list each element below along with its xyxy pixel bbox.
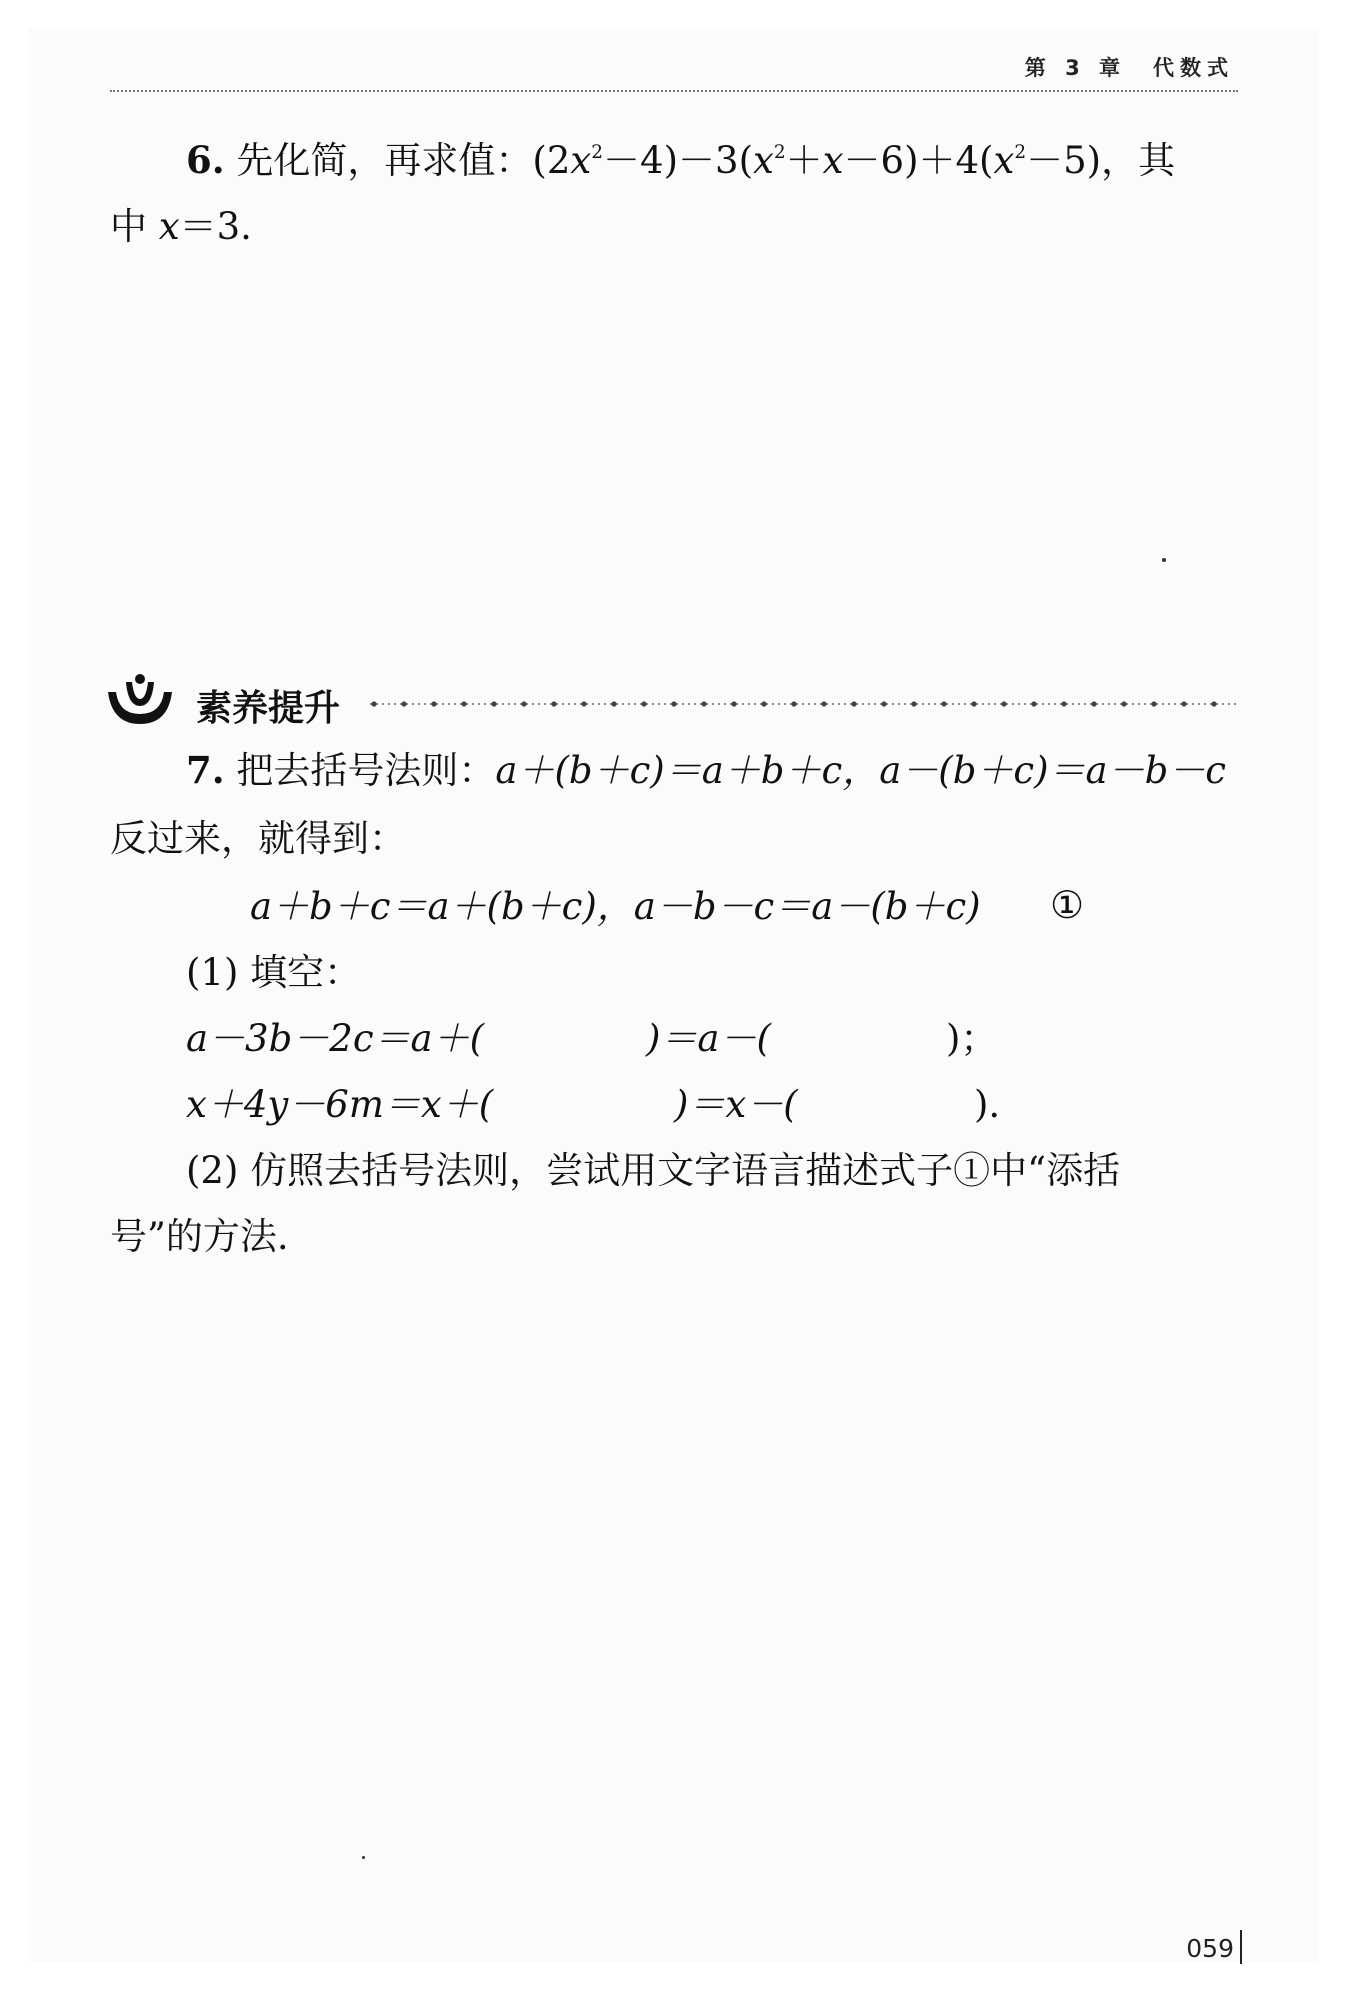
expression-part: －4)－3( <box>603 139 753 182</box>
rule-dot <box>371 701 376 706</box>
fill-line-2-right: ). <box>974 1083 1001 1126</box>
variable: x <box>158 205 180 248</box>
exponent: 2 <box>773 142 786 164</box>
rule-dot <box>761 701 766 706</box>
rule-dot <box>521 701 526 706</box>
expression-part: (2 <box>532 139 571 182</box>
section-title: 素养提升 <box>196 688 341 729</box>
variable: x <box>822 139 844 182</box>
rule-dot <box>1121 701 1126 706</box>
rule-dot <box>911 701 916 706</box>
rule-dot <box>1151 701 1156 706</box>
question-6-line-1 <box>186 138 1176 182</box>
fill-line-2-left: x＋4y－6m＝x＋( <box>186 1083 494 1126</box>
rule-dot <box>461 701 466 706</box>
fill-line-1-left: a－3b－2c＝a＋( <box>186 1017 485 1060</box>
rule-dot <box>821 701 826 706</box>
page-number: 059 <box>1186 1934 1234 1963</box>
rule-dot <box>971 701 976 706</box>
question-7-line-2: 反过来，就得到： <box>110 817 406 860</box>
rule-dot <box>701 701 706 706</box>
text-part: ＝3. <box>179 205 252 248</box>
rule-dot <box>581 701 586 706</box>
rule-dot <box>791 701 796 706</box>
page-sheet <box>28 28 1318 1962</box>
question-intro: 把去括号法则： <box>236 749 496 792</box>
variable: x <box>993 139 1015 182</box>
section-dotted-rule <box>370 700 1236 708</box>
rule-dot <box>941 701 946 706</box>
rule-dot <box>401 701 406 706</box>
variable: x <box>570 139 592 182</box>
rule-dot <box>1001 701 1006 706</box>
print-speck <box>1162 558 1166 562</box>
question-6-line-2 <box>110 205 252 248</box>
rule-dot <box>731 701 736 706</box>
question-number: 6. <box>186 138 225 182</box>
equation-marker: ① <box>1050 883 1085 927</box>
rule-dot <box>1031 701 1036 706</box>
rule-dot <box>881 701 886 706</box>
rule-dot <box>1211 701 1216 706</box>
rule-dot <box>611 701 616 706</box>
rule-dot <box>671 701 676 706</box>
page-number-bar <box>1240 1930 1242 1964</box>
variable: x <box>753 139 774 182</box>
chapter-header: 第 3 章 代数式 <box>1024 56 1234 80</box>
section-bowl-icon <box>104 670 174 730</box>
rule-dot <box>491 701 496 706</box>
rule-dot <box>1181 701 1186 706</box>
fill-line-1-right: )； <box>946 1017 998 1060</box>
expression-part: ＋ <box>785 139 823 182</box>
exponent: 2 <box>1014 142 1027 164</box>
expression-part: －6)＋4( <box>843 139 994 182</box>
rule-dot <box>1091 701 1096 706</box>
part-1-label: (1) 填空： <box>186 951 362 994</box>
fill-line-1-mid: )＝a－( <box>646 1017 771 1060</box>
fill-line-2-mid: )＝x－( <box>674 1083 798 1126</box>
question-number: 7. <box>186 748 225 792</box>
rule-dot <box>641 701 646 706</box>
print-speck <box>362 1856 365 1859</box>
text-part: 中 <box>110 205 159 248</box>
rule-dot <box>851 701 856 706</box>
question-intro: 先化简，再求值： <box>236 139 533 182</box>
header-divider <box>110 90 1238 92</box>
added-bracket-formula: a＋b＋c＝a＋(b＋c)，a－b－c＝a－(b＋c) <box>250 885 981 928</box>
part-2-line-1: (2) 仿照去括号法则，尝试用文字语言描述式子①中“添括 <box>186 1149 1121 1192</box>
rule-dot <box>1061 701 1066 706</box>
question-7-line-1 <box>186 748 1227 792</box>
part-2-line-2: 号”的方法. <box>110 1215 289 1258</box>
exponent: 2 <box>591 142 604 164</box>
expression-part: －5)，其 <box>1026 139 1176 182</box>
rule-dot <box>431 701 436 706</box>
rule-dot <box>551 701 556 706</box>
rule-formula: a＋(b＋c)＝a＋b＋c，a－(b＋c)＝a－b－c <box>495 749 1227 792</box>
